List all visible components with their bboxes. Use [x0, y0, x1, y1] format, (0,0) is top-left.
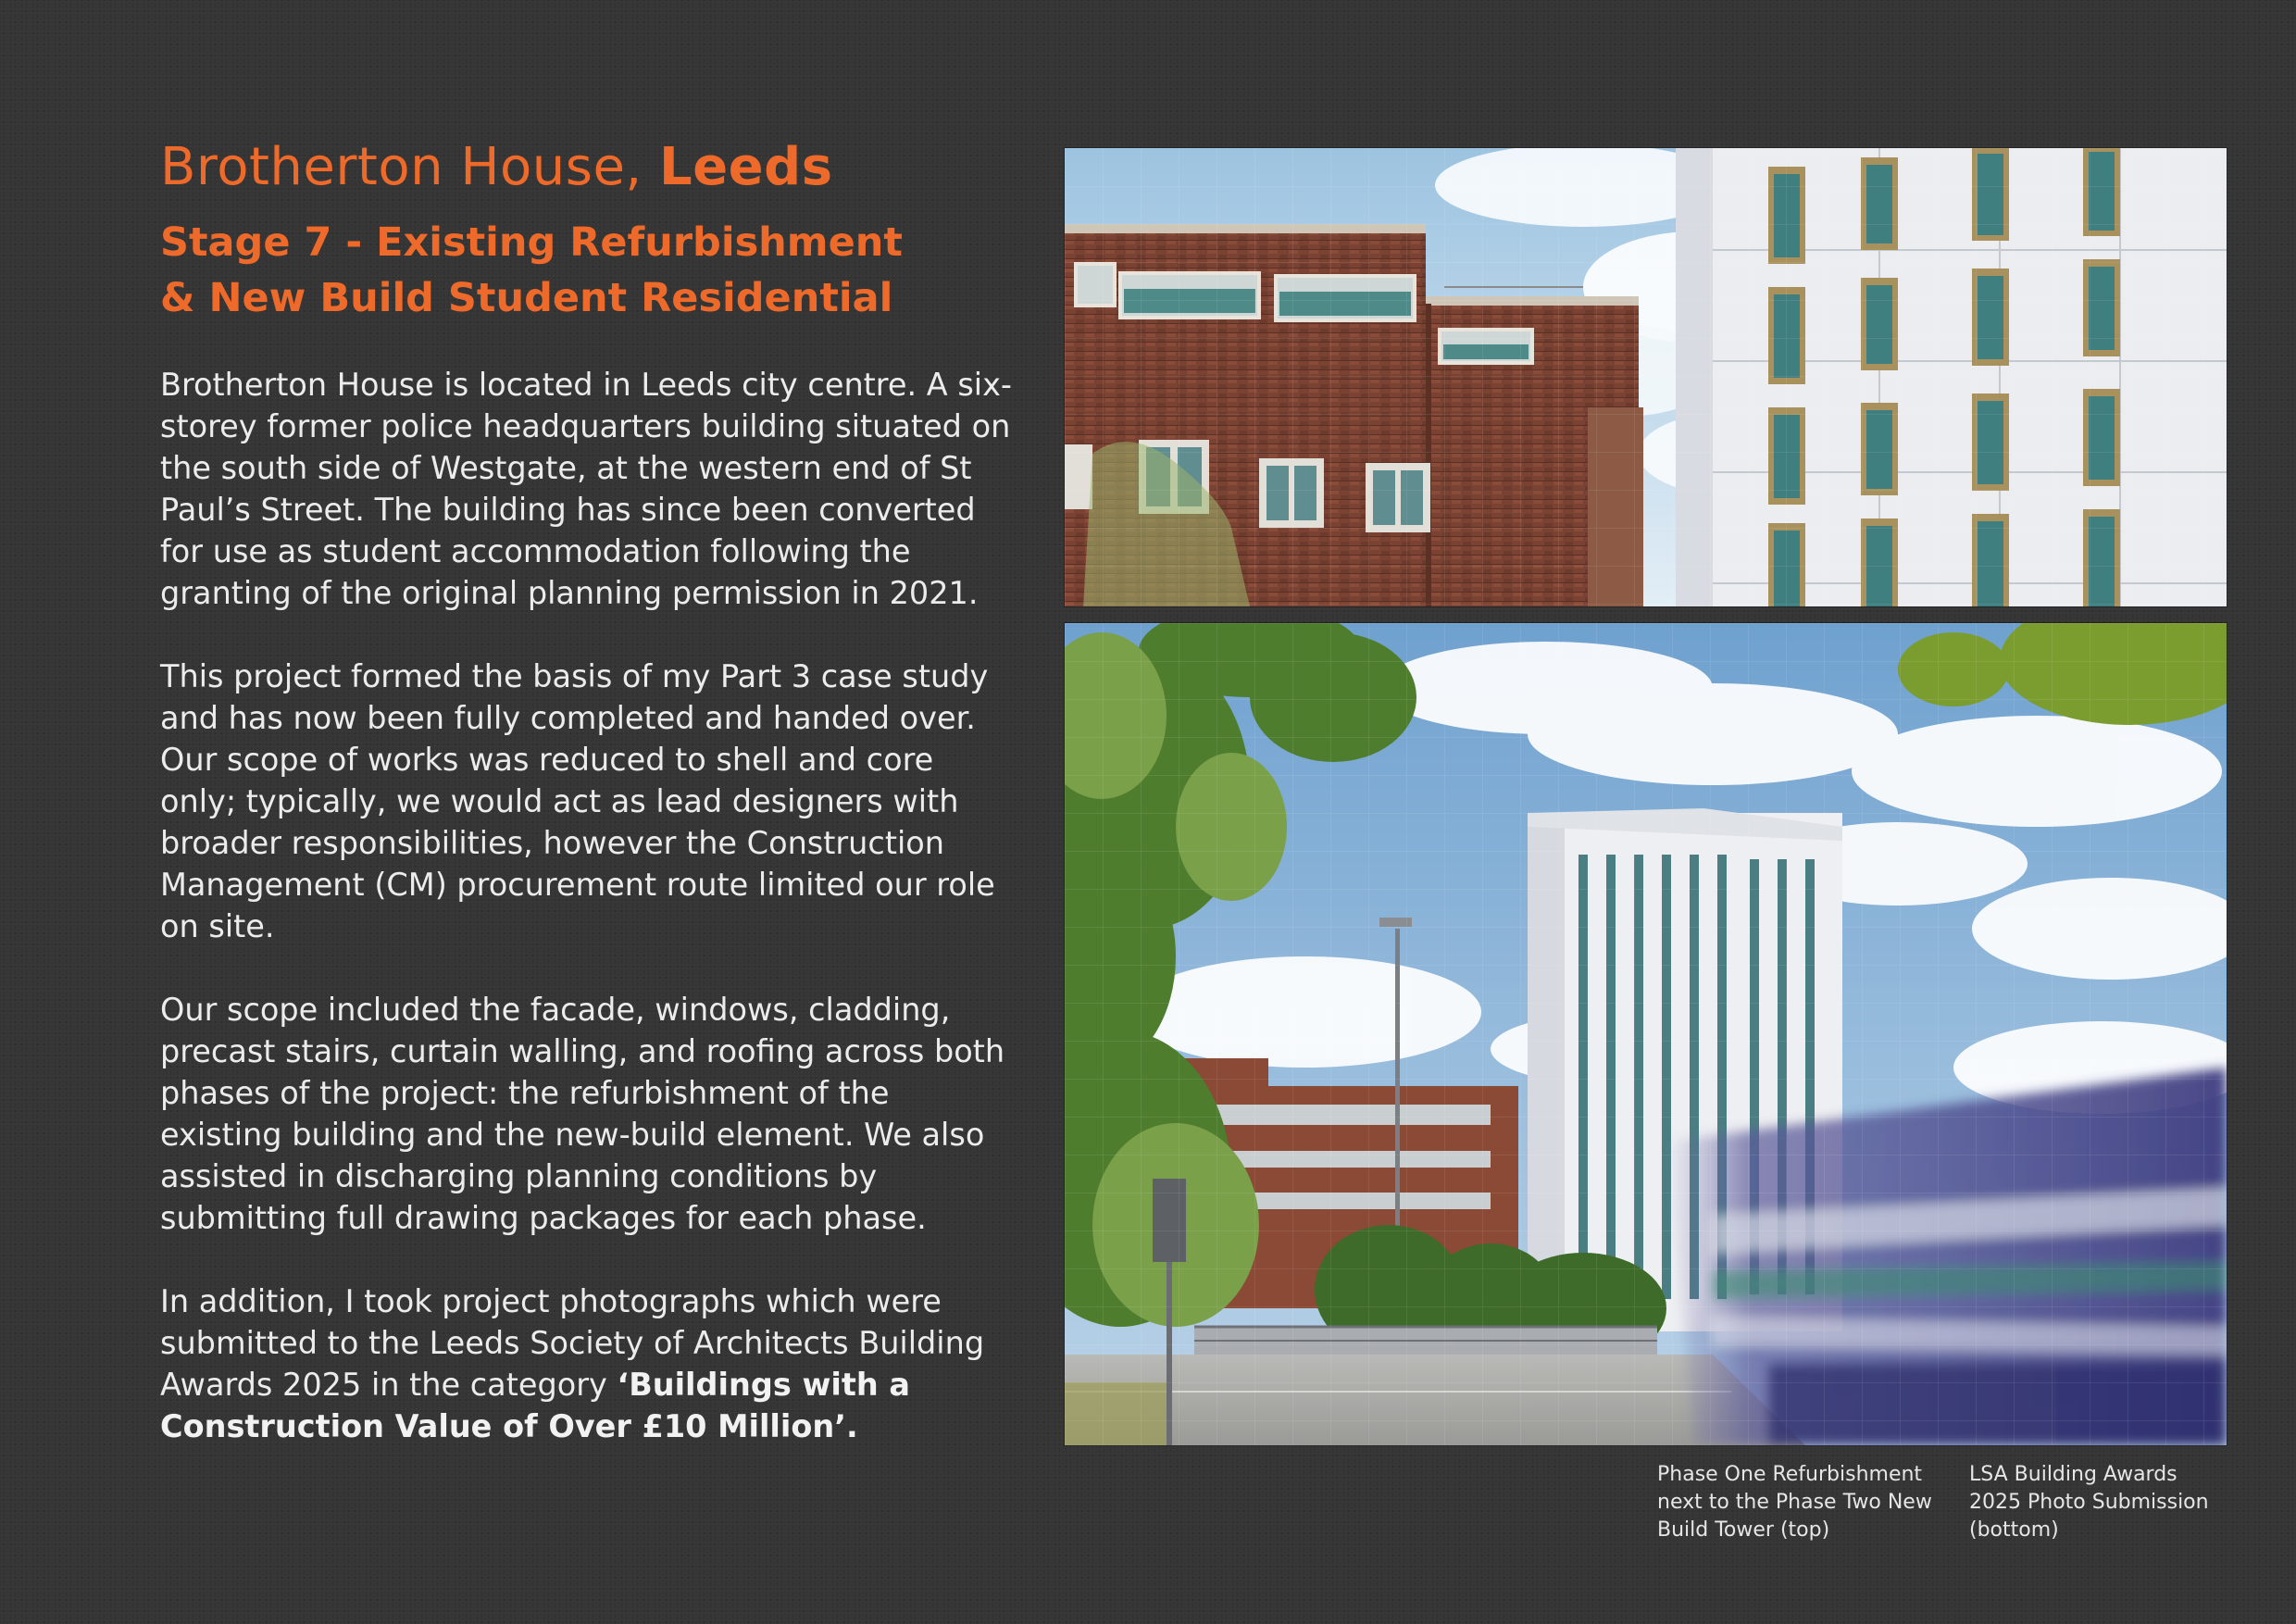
paragraph-4-regular: In addition, I took project photographs which were submitted to the Leeds Society of Architects Building Awards 2025 in the category: [160, 1283, 985, 1403]
caption-bottom-photo: LSA Building Awards 2025 Photo Submission (bottom): [1969, 1463, 2209, 1542]
photo-top-image: [1065, 148, 2227, 606]
body-text: [160, 364, 1012, 1489]
paragraph-1: Brotherton House is located in Leeds city centre. A six-storey former police headquarters building situated on the south side of Westgate, at the western end of St Paul’s Street. The building has since been converted for use as student accommodation following the granting of the original planning permission in 2021.: [160, 367, 1012, 611]
title-regular: Brotherton House,: [160, 137, 660, 197]
page-subtitle: [160, 215, 993, 326]
title-bold: Leeds: [659, 137, 833, 197]
paragraph-2: This project formed the basis of my Part 3 case study and has now been fully completed and handed over. Our scope of works was reduced to shell and core only; typically, we would act as lead designers with broader responsibilities, however the Construction Management (CM) procurement route limited our role on site.: [160, 658, 995, 944]
paragraph-3: Our scope included the facade, windows, cladding, precast stairs, curtain walling, and roofing across both phases of the project: the refurbishment of the existing building and the new-build element. We also assisted in discharging planning conditions by submitting full drawing packages for each phase.: [160, 992, 1005, 1236]
page-title: [160, 139, 833, 196]
photo-bottom-image: [1065, 623, 2227, 1445]
subtitle-line-2: & New Build Student Residential: [160, 275, 893, 321]
paragraph-4-bold: ‘Buildings with a Construction Value of Over £10 Million’.: [160, 1367, 911, 1444]
subtitle-line-1: Stage 7 - Existing Refurbishment: [160, 219, 903, 266]
caption-top-photo: Phase One Refurbishment next to the Phase Two New Build Tower (top): [1657, 1463, 1932, 1542]
photo-top: [1065, 148, 2227, 606]
paragraph-4: [160, 1280, 1012, 1447]
photo-bottom: [1065, 623, 2227, 1445]
